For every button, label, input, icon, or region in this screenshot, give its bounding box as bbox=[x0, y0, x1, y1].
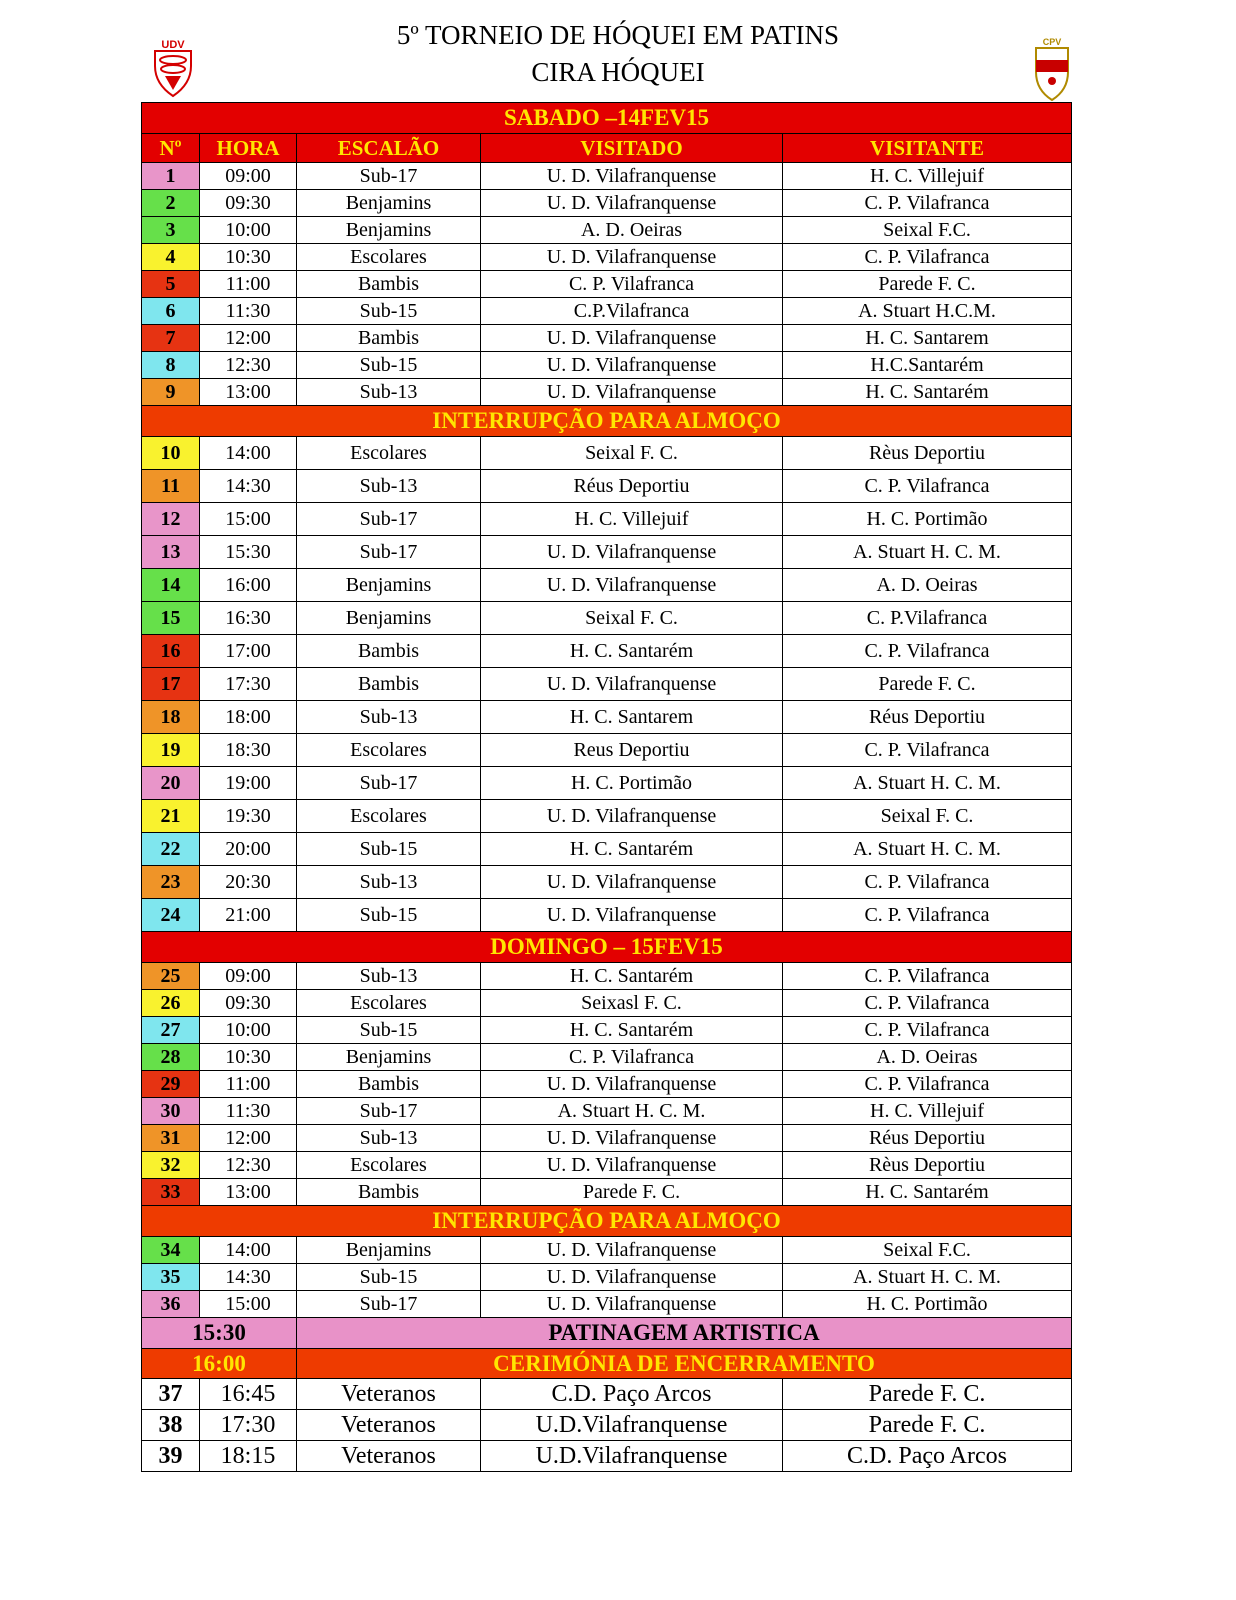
game-number: 10 bbox=[142, 437, 200, 470]
game-away-team: C. P. Vilafranca bbox=[783, 899, 1072, 932]
game-time: 20:00 bbox=[200, 833, 297, 866]
cerimonia-encerramento-time: 16:00 bbox=[142, 1349, 297, 1379]
game-number: 38 bbox=[142, 1410, 200, 1441]
game-away-team: H. C. Portimão bbox=[783, 1291, 1072, 1318]
game-home-team: U. D. Vilafranquense bbox=[481, 379, 783, 406]
game-time: 17:30 bbox=[200, 1410, 297, 1441]
game-home-team: U. D. Vilafranquense bbox=[481, 1237, 783, 1264]
game-number: 29 bbox=[142, 1071, 200, 1098]
game-time: 15:00 bbox=[200, 503, 297, 536]
game-number: 4 bbox=[142, 244, 200, 271]
game-category: Sub-13 bbox=[297, 379, 481, 406]
game-home-team: U. D. Vilafranquense bbox=[481, 1071, 783, 1098]
game-category: Sub-17 bbox=[297, 163, 481, 190]
game-number: 31 bbox=[142, 1125, 200, 1152]
game-number: 17 bbox=[142, 668, 200, 701]
game-time: 16:30 bbox=[200, 602, 297, 635]
game-away-team: H.C.Santarém bbox=[783, 352, 1072, 379]
game-number: 33 bbox=[142, 1179, 200, 1206]
game-row bbox=[142, 1410, 1072, 1441]
game-home-team: U. D. Vilafranquense bbox=[481, 190, 783, 217]
game-away-team: Parede F. C. bbox=[783, 271, 1072, 298]
game-row bbox=[142, 866, 1072, 899]
schedule-table bbox=[141, 102, 1072, 1472]
game-home-team: Réus Deportiu bbox=[481, 470, 783, 503]
game-category: Escolares bbox=[297, 437, 481, 470]
game-time: 21:00 bbox=[200, 899, 297, 932]
game-home-team: U. D. Vilafranquense bbox=[481, 244, 783, 271]
game-home-team: U.D.Vilafranquense bbox=[481, 1410, 783, 1441]
saturday-heading: SABADO –14FEV15 bbox=[142, 103, 1072, 134]
game-home-team: Seixasl F. C. bbox=[481, 990, 783, 1017]
game-home-team: U. D. Vilafranquense bbox=[481, 163, 783, 190]
game-time: 10:00 bbox=[200, 217, 297, 244]
game-category: Sub-13 bbox=[297, 866, 481, 899]
game-home-team: U. D. Vilafranquense bbox=[481, 800, 783, 833]
saturday-lunch-break-row bbox=[142, 406, 1072, 437]
game-time: 11:00 bbox=[200, 1071, 297, 1098]
document-title: 5º TORNEIO DE HÓQUEI EM PATINS bbox=[396, 20, 840, 50]
game-row bbox=[142, 298, 1072, 325]
game-row bbox=[142, 352, 1072, 379]
game-row bbox=[142, 379, 1072, 406]
game-away-team: C. P. Vilafranca bbox=[783, 990, 1072, 1017]
game-away-team: C. P. Vilafranca bbox=[783, 963, 1072, 990]
game-home-team: U.D.Vilafranquense bbox=[481, 1441, 783, 1472]
game-number: 27 bbox=[142, 1017, 200, 1044]
game-category: Escolares bbox=[297, 990, 481, 1017]
game-category: Sub-15 bbox=[297, 899, 481, 932]
game-category: Sub-17 bbox=[297, 1291, 481, 1318]
game-category: Sub-17 bbox=[297, 503, 481, 536]
header-visitado: VISITADO bbox=[481, 134, 783, 163]
game-away-team: C.D. Paço Arcos bbox=[783, 1441, 1072, 1472]
game-time: 16:00 bbox=[200, 569, 297, 602]
game-time: 09:30 bbox=[200, 990, 297, 1017]
game-time: 09:30 bbox=[200, 190, 297, 217]
game-category: Sub-15 bbox=[297, 1264, 481, 1291]
game-time: 10:30 bbox=[200, 244, 297, 271]
game-away-team: A. Stuart H.C.M. bbox=[783, 298, 1072, 325]
game-time: 13:00 bbox=[200, 1179, 297, 1206]
game-row bbox=[142, 833, 1072, 866]
game-time: 12:00 bbox=[200, 325, 297, 352]
game-away-team: C. P. Vilafranca bbox=[783, 734, 1072, 767]
game-category: Veteranos bbox=[297, 1441, 481, 1472]
game-number: 8 bbox=[142, 352, 200, 379]
game-number: 15 bbox=[142, 602, 200, 635]
game-home-team: H. C. Portimão bbox=[481, 767, 783, 800]
game-time: 14:00 bbox=[200, 1237, 297, 1264]
game-time: 17:30 bbox=[200, 668, 297, 701]
game-row bbox=[142, 668, 1072, 701]
sunday-lunch-break-row bbox=[142, 1206, 1072, 1237]
game-away-team: Parede F. C. bbox=[783, 1379, 1072, 1410]
game-category: Sub-17 bbox=[297, 536, 481, 569]
game-row bbox=[142, 734, 1072, 767]
game-home-team: C.P.Vilafranca bbox=[481, 298, 783, 325]
game-away-team: Réus Deportiu bbox=[783, 1125, 1072, 1152]
game-home-team: U. D. Vilafranquense bbox=[481, 1125, 783, 1152]
game-number: 36 bbox=[142, 1291, 200, 1318]
game-row bbox=[142, 1044, 1072, 1071]
game-number: 18 bbox=[142, 701, 200, 734]
game-number: 16 bbox=[142, 635, 200, 668]
game-number: 26 bbox=[142, 990, 200, 1017]
column-header-row bbox=[142, 134, 1072, 163]
schedule-body bbox=[142, 103, 1072, 1472]
game-away-team: H. C. Santarem bbox=[783, 325, 1072, 352]
game-category: Sub-15 bbox=[297, 298, 481, 325]
game-home-team: U. D. Vilafranquense bbox=[481, 668, 783, 701]
cpv-crest-logo bbox=[1034, 36, 1070, 102]
game-row bbox=[142, 1441, 1072, 1472]
game-home-team: C. P. Vilafranca bbox=[481, 271, 783, 298]
game-category: Bambis bbox=[297, 325, 481, 352]
game-away-team: H. C. Villejuif bbox=[783, 1098, 1072, 1125]
game-home-team: U. D. Vilafranquense bbox=[481, 899, 783, 932]
game-time: 09:00 bbox=[200, 963, 297, 990]
patinagem-artistica-row bbox=[142, 1318, 1072, 1349]
game-number: 28 bbox=[142, 1044, 200, 1071]
game-away-team: C. P. Vilafranca bbox=[783, 1017, 1072, 1044]
game-away-team: A. D. Oeiras bbox=[783, 1044, 1072, 1071]
game-row bbox=[142, 536, 1072, 569]
document-subtitle: CIRA HÓQUEI bbox=[531, 57, 705, 87]
game-away-team: Seixal F. C. bbox=[783, 800, 1072, 833]
game-number: 32 bbox=[142, 1152, 200, 1179]
game-number: 30 bbox=[142, 1098, 200, 1125]
game-row bbox=[142, 437, 1072, 470]
game-row bbox=[142, 1237, 1072, 1264]
game-row bbox=[142, 503, 1072, 536]
game-number: 7 bbox=[142, 325, 200, 352]
game-time: 19:30 bbox=[200, 800, 297, 833]
game-number: 5 bbox=[142, 271, 200, 298]
svg-text:CPV: CPV bbox=[1042, 37, 1062, 47]
game-away-team: C. P. Vilafranca bbox=[783, 244, 1072, 271]
game-category: Sub-15 bbox=[297, 352, 481, 379]
game-number: 1 bbox=[142, 163, 200, 190]
udv-crest-logo bbox=[151, 36, 195, 98]
game-time: 12:30 bbox=[200, 1152, 297, 1179]
game-row bbox=[142, 990, 1072, 1017]
game-away-team: C. P. Vilafranca bbox=[783, 1071, 1072, 1098]
game-time: 14:30 bbox=[200, 1264, 297, 1291]
game-number: 34 bbox=[142, 1237, 200, 1264]
game-time: 15:00 bbox=[200, 1291, 297, 1318]
game-category: Bambis bbox=[297, 1071, 481, 1098]
game-home-team: C.D. Paço Arcos bbox=[481, 1379, 783, 1410]
game-row bbox=[142, 1125, 1072, 1152]
game-row bbox=[142, 569, 1072, 602]
game-row bbox=[142, 244, 1072, 271]
game-number: 3 bbox=[142, 217, 200, 244]
game-number: 37 bbox=[142, 1379, 200, 1410]
game-category: Sub-13 bbox=[297, 701, 481, 734]
game-home-team: H. C. Santarem bbox=[481, 701, 783, 734]
game-home-team: Seixal F. C. bbox=[481, 437, 783, 470]
game-away-team: Seixal F.C. bbox=[783, 1237, 1072, 1264]
game-time: 11:30 bbox=[200, 298, 297, 325]
game-number: 23 bbox=[142, 866, 200, 899]
game-time: 13:00 bbox=[200, 379, 297, 406]
game-away-team: H. C. Villejuif bbox=[783, 163, 1072, 190]
game-row bbox=[142, 963, 1072, 990]
game-home-team: U. D. Vilafranquense bbox=[481, 325, 783, 352]
game-category: Sub-17 bbox=[297, 1098, 481, 1125]
game-away-team: H. C. Santarém bbox=[783, 1179, 1072, 1206]
game-row bbox=[142, 1152, 1072, 1179]
game-time: 19:00 bbox=[200, 767, 297, 800]
game-number: 19 bbox=[142, 734, 200, 767]
game-row bbox=[142, 217, 1072, 244]
saturday-lunch-break: INTERRUPÇÃO PARA ALMOÇO bbox=[142, 406, 1072, 437]
game-time: 14:00 bbox=[200, 437, 297, 470]
game-category: Veteranos bbox=[297, 1379, 481, 1410]
sunday-heading-row bbox=[142, 932, 1072, 963]
game-away-team: A. Stuart H. C. M. bbox=[783, 833, 1072, 866]
game-number: 25 bbox=[142, 963, 200, 990]
game-time: 15:30 bbox=[200, 536, 297, 569]
game-home-team: H. C. Santarém bbox=[481, 635, 783, 668]
game-away-team: H. C. Portimão bbox=[783, 503, 1072, 536]
game-category: Escolares bbox=[297, 244, 481, 271]
game-number: 11 bbox=[142, 470, 200, 503]
game-away-team: Parede F. C. bbox=[783, 1410, 1072, 1441]
game-category: Sub-13 bbox=[297, 963, 481, 990]
game-home-team: H. C. Santarém bbox=[481, 963, 783, 990]
game-time: 10:00 bbox=[200, 1017, 297, 1044]
game-category: Sub-13 bbox=[297, 1125, 481, 1152]
game-row bbox=[142, 1098, 1072, 1125]
game-category: Escolares bbox=[297, 800, 481, 833]
game-time: 18:00 bbox=[200, 701, 297, 734]
patinagem-artistica-label: PATINAGEM ARTISTICA bbox=[297, 1318, 1072, 1349]
game-home-team: U. D. Vilafranquense bbox=[481, 569, 783, 602]
game-category: Sub-15 bbox=[297, 1017, 481, 1044]
game-row bbox=[142, 470, 1072, 503]
game-away-team: C. P. Vilafranca bbox=[783, 866, 1072, 899]
game-number: 21 bbox=[142, 800, 200, 833]
game-time: 11:00 bbox=[200, 271, 297, 298]
game-category: Benjamins bbox=[297, 569, 481, 602]
game-category: Benjamins bbox=[297, 1237, 481, 1264]
game-category: Bambis bbox=[297, 1179, 481, 1206]
game-row bbox=[142, 635, 1072, 668]
game-home-team: A. Stuart H. C. M. bbox=[481, 1098, 783, 1125]
patinagem-artistica-time: 15:30 bbox=[142, 1318, 297, 1349]
game-home-team: Parede F. C. bbox=[481, 1179, 783, 1206]
game-category: Veteranos bbox=[297, 1410, 481, 1441]
game-category: Escolares bbox=[297, 734, 481, 767]
game-home-team: U. D. Vilafranquense bbox=[481, 536, 783, 569]
game-time: 17:00 bbox=[200, 635, 297, 668]
cerimonia-encerramento-label: CERIMÓNIA DE ENCERRAMENTO bbox=[297, 1349, 1072, 1379]
game-number: 14 bbox=[142, 569, 200, 602]
game-number: 9 bbox=[142, 379, 200, 406]
svg-text:UDV: UDV bbox=[161, 39, 185, 51]
game-row bbox=[142, 1379, 1072, 1410]
game-row bbox=[142, 1264, 1072, 1291]
game-row bbox=[142, 271, 1072, 298]
game-category: Bambis bbox=[297, 668, 481, 701]
game-category: Escolares bbox=[297, 1152, 481, 1179]
game-time: 10:30 bbox=[200, 1044, 297, 1071]
game-time: 11:30 bbox=[200, 1098, 297, 1125]
game-number: 20 bbox=[142, 767, 200, 800]
game-time: 18:30 bbox=[200, 734, 297, 767]
game-home-team: Reus Deportiu bbox=[481, 734, 783, 767]
game-time: 14:30 bbox=[200, 470, 297, 503]
game-home-team: U. D. Vilafranquense bbox=[481, 866, 783, 899]
sunday-lunch-break: INTERRUPÇÃO PARA ALMOÇO bbox=[142, 1206, 1072, 1237]
game-number: 24 bbox=[142, 899, 200, 932]
game-category: Sub-13 bbox=[297, 470, 481, 503]
game-row bbox=[142, 190, 1072, 217]
game-home-team: H. C. Santarém bbox=[481, 1017, 783, 1044]
game-away-team: A. D. Oeiras bbox=[783, 569, 1072, 602]
game-away-team: Parede F. C. bbox=[783, 668, 1072, 701]
game-row bbox=[142, 767, 1072, 800]
game-row bbox=[142, 1291, 1072, 1318]
game-away-team: Seixal F.C. bbox=[783, 217, 1072, 244]
game-time: 09:00 bbox=[200, 163, 297, 190]
game-away-team: C. P.Vilafranca bbox=[783, 602, 1072, 635]
game-home-team: U. D. Vilafranquense bbox=[481, 1264, 783, 1291]
game-number: 2 bbox=[142, 190, 200, 217]
game-number: 12 bbox=[142, 503, 200, 536]
game-category: Benjamins bbox=[297, 217, 481, 244]
game-category: Sub-17 bbox=[297, 767, 481, 800]
game-category: Benjamins bbox=[297, 1044, 481, 1071]
game-row bbox=[142, 325, 1072, 352]
game-category: Benjamins bbox=[297, 602, 481, 635]
game-home-team: Seixal F. C. bbox=[481, 602, 783, 635]
game-row bbox=[142, 1179, 1072, 1206]
game-time: 12:30 bbox=[200, 352, 297, 379]
game-home-team: C. P. Vilafranca bbox=[481, 1044, 783, 1071]
game-time: 18:15 bbox=[200, 1441, 297, 1472]
game-number: 22 bbox=[142, 833, 200, 866]
header-num: Nº bbox=[142, 134, 200, 163]
header-hora: HORA bbox=[200, 134, 297, 163]
game-home-team: U. D. Vilafranquense bbox=[481, 1291, 783, 1318]
game-number: 35 bbox=[142, 1264, 200, 1291]
sunday-heading: DOMINGO – 15FEV15 bbox=[142, 932, 1072, 963]
game-row bbox=[142, 1017, 1072, 1044]
game-away-team: Rèus Deportiu bbox=[783, 437, 1072, 470]
game-row bbox=[142, 1071, 1072, 1098]
game-time: 12:00 bbox=[200, 1125, 297, 1152]
game-away-team: A. Stuart H. C. M. bbox=[783, 767, 1072, 800]
game-category: Bambis bbox=[297, 635, 481, 668]
game-row bbox=[142, 899, 1072, 932]
game-home-team: A. D. Oeiras bbox=[481, 217, 783, 244]
game-away-team: A. Stuart H. C. M. bbox=[783, 1264, 1072, 1291]
header-visitante: VISITANTE bbox=[783, 134, 1072, 163]
game-number: 39 bbox=[142, 1441, 200, 1472]
game-away-team: C. P. Vilafranca bbox=[783, 470, 1072, 503]
game-away-team: Rèus Deportiu bbox=[783, 1152, 1072, 1179]
game-home-team: U. D. Vilafranquense bbox=[481, 1152, 783, 1179]
saturday-heading-row bbox=[142, 103, 1072, 134]
game-home-team: H. C. Villejuif bbox=[481, 503, 783, 536]
game-category: Sub-15 bbox=[297, 833, 481, 866]
game-away-team: C. P. Vilafranca bbox=[783, 190, 1072, 217]
game-row bbox=[142, 163, 1072, 190]
game-row bbox=[142, 800, 1072, 833]
game-number: 6 bbox=[142, 298, 200, 325]
game-category: Benjamins bbox=[297, 190, 481, 217]
game-home-team: H. C. Santarém bbox=[481, 833, 783, 866]
game-away-team: H. C. Santarém bbox=[783, 379, 1072, 406]
game-time: 20:30 bbox=[200, 866, 297, 899]
game-home-team: U. D. Vilafranquense bbox=[481, 352, 783, 379]
game-row bbox=[142, 602, 1072, 635]
game-row bbox=[142, 701, 1072, 734]
game-away-team: Réus Deportiu bbox=[783, 701, 1072, 734]
game-time: 16:45 bbox=[200, 1379, 297, 1410]
cerimonia-encerramento-row bbox=[142, 1349, 1072, 1379]
game-away-team: C. P. Vilafranca bbox=[783, 635, 1072, 668]
game-away-team: A. Stuart H. C. M. bbox=[783, 536, 1072, 569]
game-category: Bambis bbox=[297, 271, 481, 298]
header-escalao: ESCALÃO bbox=[297, 134, 481, 163]
game-number: 13 bbox=[142, 536, 200, 569]
